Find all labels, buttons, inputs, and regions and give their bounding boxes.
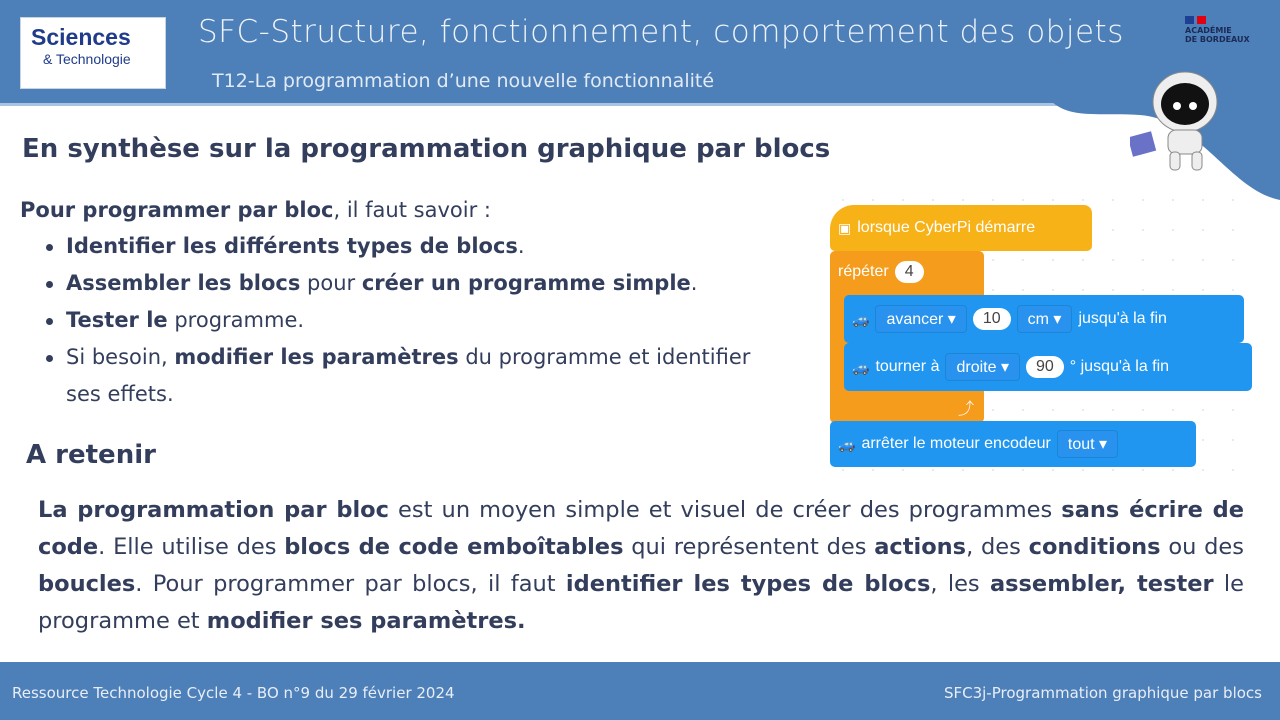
bold-text: Tester le <box>66 308 168 332</box>
bold-text: Identifier les différents types de blocs <box>66 234 518 258</box>
list-item <box>44 228 784 265</box>
move-block <box>844 295 1244 343</box>
start-label: lorsque CyberPi démarre <box>857 219 1036 236</box>
bold-text: Pour programmer par bloc <box>20 198 334 222</box>
text: pour <box>300 271 362 295</box>
until-end-label: jusqu'à la fin <box>1078 310 1167 327</box>
angle-value: 90 <box>1026 356 1064 378</box>
turn-block <box>844 343 1252 391</box>
academie-line1: ACADÉMIE <box>1185 26 1232 35</box>
robot-car-icon: 🚙 <box>852 310 870 327</box>
bold-text: assembler, tester <box>989 571 1214 597</box>
text: programme. <box>167 308 305 332</box>
bold-text: modifier les paramètres <box>174 345 459 369</box>
bold-text: identifier les types de blocs <box>565 571 931 597</box>
text: . Pour programmer par blocs, il faut <box>135 571 566 597</box>
synthesis-heading: En synthèse sur la programmation graphique par blocs <box>22 134 831 164</box>
slide-title: SFC-Structure, fonctionnement, comportement des objets <box>198 14 1124 50</box>
logo-line1: Sciences <box>31 24 131 50</box>
robot-car-icon: 🚙 <box>852 358 870 375</box>
stop-dropdown: tout ▾ <box>1057 430 1118 458</box>
text: qui représentent des <box>623 534 875 560</box>
repeat-count: 4 <box>895 261 924 283</box>
academie-line2: DE BORDEAUX <box>1185 35 1250 44</box>
bold-text: blocs de code emboîtables <box>284 534 624 560</box>
move-value: 10 <box>973 308 1011 330</box>
header-banner <box>0 0 1280 106</box>
text: , il faut savoir : <box>333 198 491 222</box>
text: . <box>517 234 525 258</box>
cyberpi-icon: ▣ <box>838 219 852 236</box>
list-item <box>44 265 784 302</box>
academie-logo <box>1185 16 1250 44</box>
loop-arrow-icon: ⤴ <box>958 401 975 418</box>
direction-dropdown: droite ▾ <box>945 353 1020 381</box>
robot-mascot-icon <box>1130 62 1240 177</box>
retain-heading: A retenir <box>26 440 156 470</box>
bold-text: boucles <box>38 571 136 597</box>
text: ou des <box>1160 534 1244 560</box>
text: Si besoin, <box>66 345 175 369</box>
move-dropdown: avancer ▾ <box>875 305 966 333</box>
start-block <box>830 205 1092 251</box>
text: est un moyen simple et visuel de créer des programmes <box>388 497 1062 523</box>
slide-subtitle: T12-La programmation d’une nouvelle fonctionnalité <box>212 70 715 92</box>
bold-text: créer un programme simple <box>361 271 691 295</box>
text: du programme et identifier ses effets. <box>66 345 751 406</box>
sciences-technologie-logo <box>20 17 166 89</box>
bold-text: La programmation par bloc <box>38 497 389 523</box>
text: . Elle utilise des <box>98 534 285 560</box>
stop-label: arrêter le moteur encodeur <box>861 435 1051 452</box>
skills-list <box>44 228 784 413</box>
text: , des <box>966 534 1029 560</box>
bold-text: conditions <box>1028 534 1161 560</box>
text: . <box>690 271 698 295</box>
bold-text: sans écrire de code <box>38 497 1244 560</box>
footer-right: SFC3j-Programmation graphique par blocs <box>943 684 1262 702</box>
block-program-image <box>828 185 1258 475</box>
text: le programme et <box>38 571 1244 634</box>
footer-bar <box>0 662 1280 720</box>
bold-text: Assembler les blocs <box>66 271 301 295</box>
unit-dropdown: cm ▾ <box>1017 305 1073 333</box>
stop-block <box>830 421 1196 467</box>
logo-line2: & Technologie <box>43 51 131 67</box>
list-item <box>44 339 784 413</box>
bold-text: actions <box>874 534 967 560</box>
robot-car-icon: 🚙 <box>838 435 856 452</box>
text: , les <box>930 571 990 597</box>
retain-paragraph <box>38 492 1244 640</box>
list-item <box>44 302 784 339</box>
turn-end-label: ° jusqu'à la fin <box>1069 358 1170 375</box>
footer-left: Ressource Technologie Cycle 4 - BO n°9 du 29 février 2024 <box>12 684 455 702</box>
bold-text: modifier ses paramètres. <box>206 608 526 634</box>
turn-label: tourner à <box>875 358 940 375</box>
repeat-label: répéter <box>838 263 889 280</box>
intro-text <box>20 192 491 229</box>
